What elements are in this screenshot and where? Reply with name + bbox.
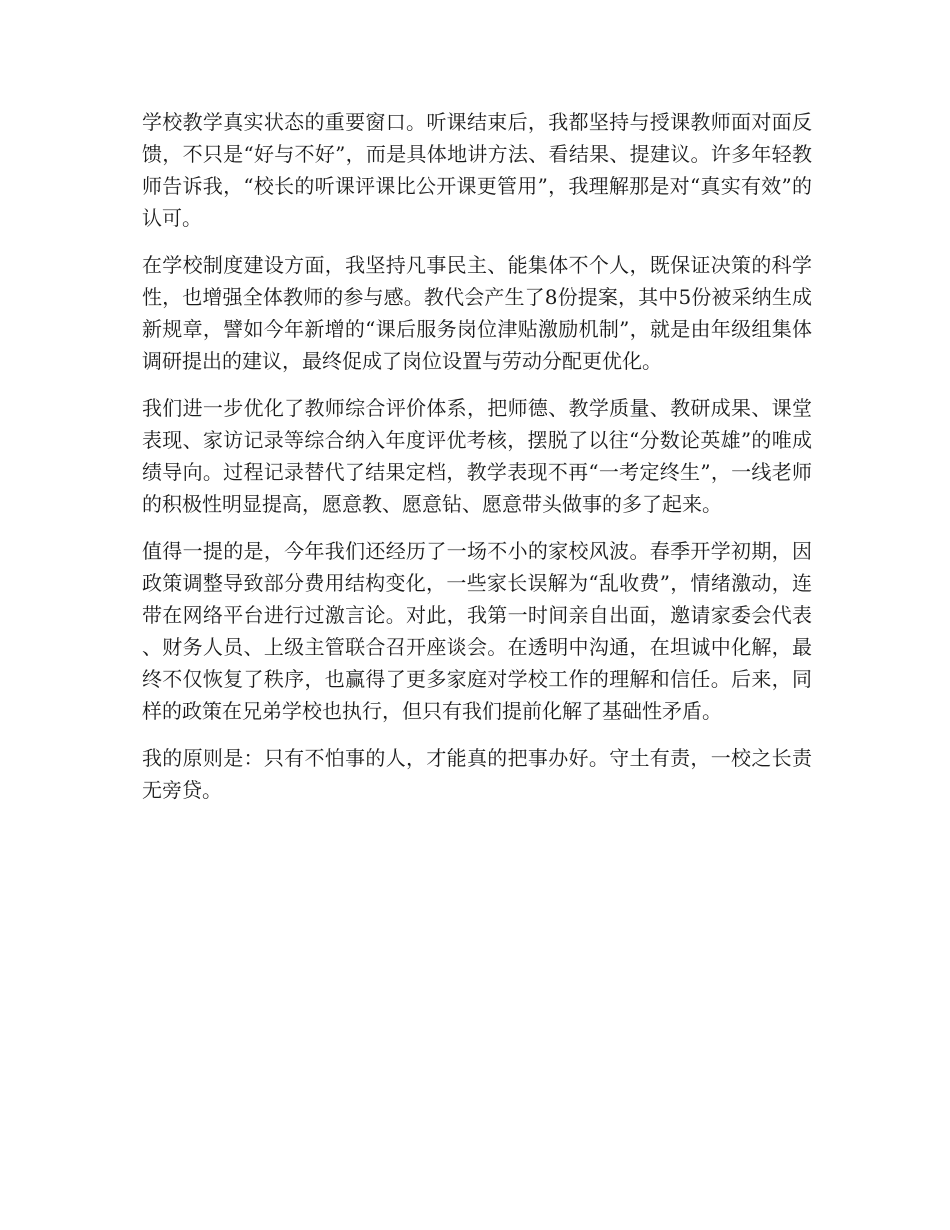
document-body bbox=[142, 106, 812, 821]
paragraph-3: 我们进一步优化了教师综合评价体系，把师德、教学质量、教研成果、课堂表现、家访记录等综合纳入年度评优考核，摆脱了以往“分数论英雄”的唯成绩导向。过程记录替代了结果定档，教学表现不再“一考定终生”，一线老师的积极性明显提高，愿意教、愿意钻、愿意带头做事的多了起来。 bbox=[142, 396, 812, 516]
paragraph-1: 学校教学真实状态的重要窗口。听课结束后，我都坚持与授课教师面对面反馈，不只是“好与不好”，而是具体地讲方法、看结果、提建议。许多年轻教师告诉我，“校长的听课评课比公开课更管用”，我理解那是对“真实有效”的认可。 bbox=[142, 110, 812, 230]
paragraph-5: 我的原则是：只有不怕事的人，才能真的把事办好。守土有责，一校之长责无旁贷。 bbox=[142, 746, 812, 802]
paragraph-4: 值得一提的是，今年我们还经历了一场不小的家校风波。春季开学初期，因政策调整导致部分费用结构变化，一些家长误解为“乱收费”，情绪激动，连带在网络平台进行过激言论。对此，我第一时间亲自出面，邀请家委会代表、财务人员、上级主管联合召开座谈会。在透明中沟通，在坦诚中化解，最终不仅恢复了秩序，也赢得了更多家庭对学校工作的理解和信任。后来，同样的政策在兄弟学校也执行，但只有我们提前化解了基础性矛盾。 bbox=[142, 539, 812, 723]
paragraph-2: 在学校制度建设方面，我坚持凡事民主、能集体不个人，既保证决策的科学性，也增强全体教师的参与感。教代会产生了8份提案，其中5份被采纳生成新规章，譬如今年新增的“课后服务岗位津贴激励机制”，就是由年级组集体调研提出的建议，最终促成了岗位设置与劳动分配更优化。 bbox=[142, 253, 812, 373]
